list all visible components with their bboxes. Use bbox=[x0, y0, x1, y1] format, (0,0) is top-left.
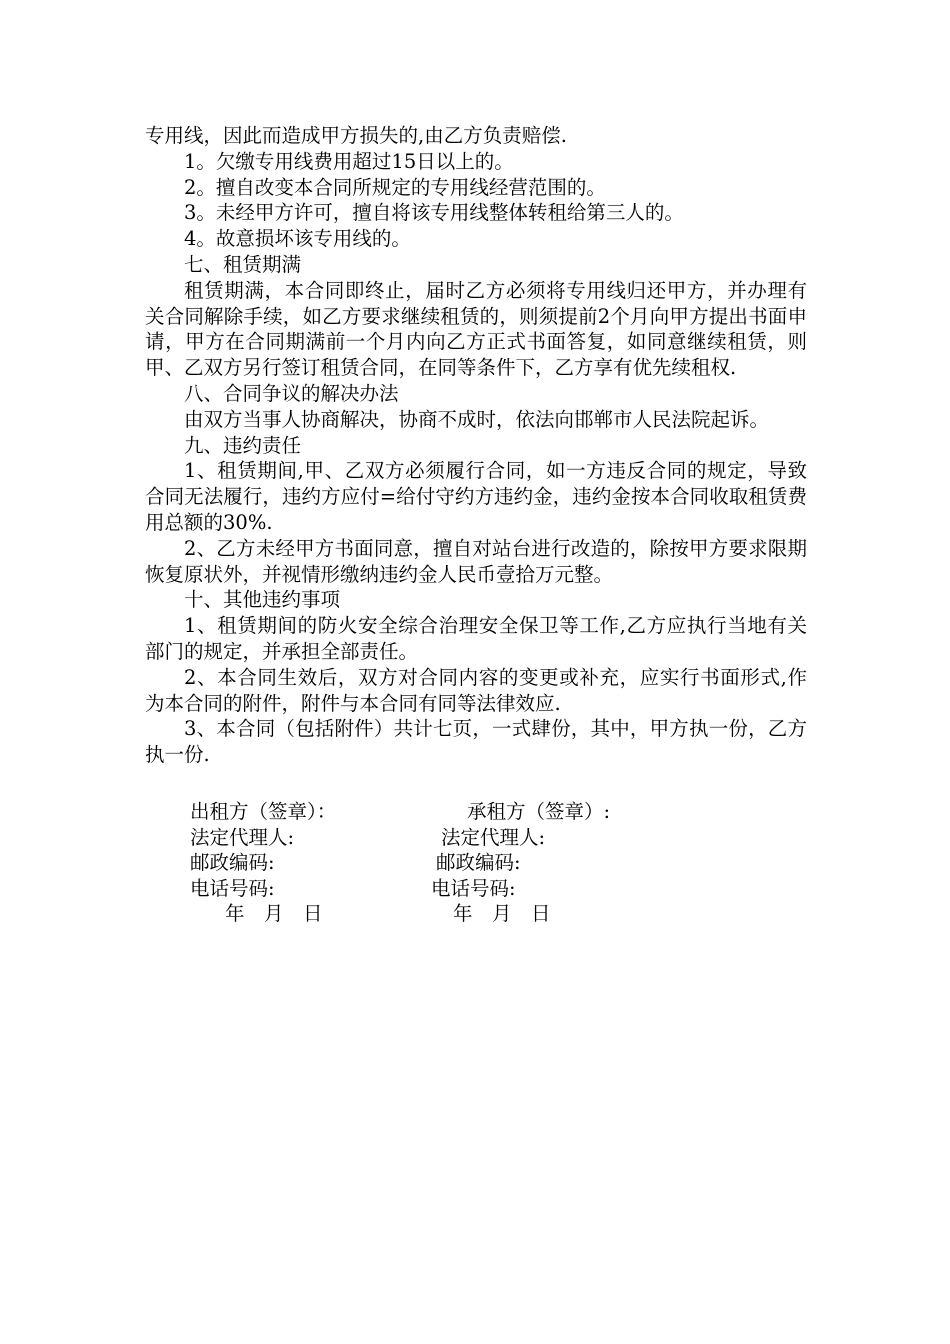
clause-item-1: 1。欠缴专用线费用超过15日以上的。 bbox=[184, 149, 514, 173]
lessee-agent-label: 法定代理人: bbox=[441, 826, 546, 849]
lessee-phone-label: 电话号码: bbox=[431, 877, 516, 900]
lessor-postcode-label: 邮政编码: bbox=[190, 851, 275, 874]
section-10-item-2: 2、本合同生效后，双方对合同内容的变更或补充，应实行书面形式,作为本合同的附件，附件与本合同有同等法律效应. bbox=[145, 665, 807, 715]
contract-body bbox=[145, 123, 807, 768]
lessee-postcode-label: 邮政编码: bbox=[436, 851, 521, 874]
section-10-item-3: 3、本合同（包括附件）共计七页，一式肆份，其中，甲方执一份，乙方执一份. bbox=[145, 717, 807, 767]
lessor-sign-label: 出租方（签章）： bbox=[190, 800, 337, 823]
section-10-item-1: 1、租赁期间的防火安全综合治理安全保卫等工作,乙方应执行当地有关部门的规定，并承担全部责任。 bbox=[145, 614, 807, 663]
lessee-sign-label: 承租方（签章）: bbox=[467, 800, 611, 823]
lessee-date-label: 年 月 日 bbox=[453, 902, 551, 925]
section-8-text: 由双方当事人协商解决，协商不成时，依法向邯郸市人民法院起诉。 bbox=[184, 407, 770, 431]
lessor-date-label: 年 月 日 bbox=[225, 902, 323, 925]
lessor-phone-label: 电话号码: bbox=[190, 877, 275, 900]
clause-item-4: 4。故意损坏该专用线的。 bbox=[184, 227, 411, 251]
section-heading-9: 九、违约责任 bbox=[184, 433, 302, 457]
section-heading-7: 七、租赁期满 bbox=[184, 252, 302, 276]
section-7-text: 租赁期满，本合同即终止，届时乙方必须将专用线归还甲方，并办理有关合同解除手续，如乙方要求继续租赁的，则须提前2个月向甲方提出书面申请，甲方在合同期满前一个月内向乙方正式书面答复，如同意继续租赁，则甲、乙双方另行签订租赁合同，在同等条件下，乙方享有优先续租权. bbox=[145, 278, 807, 380]
lessor-agent-label: 法定代理人: bbox=[190, 826, 295, 849]
section-9-item-1: 1、租赁期间,甲、乙双方必须履行合同，如一方违反合同的规定，导致合同无法履行，违约方应付=给付守约方违约金，违约金按本合同收取租赁费用总额的30%. bbox=[145, 459, 807, 534]
clause-item-3: 3。未经甲方许可，擅自将该专用线整体转租给第三人的。 bbox=[184, 201, 684, 225]
clause-item-2: 2。擅自改变本合同所规定的专用线经营范围的。 bbox=[184, 175, 606, 199]
section-heading-10: 十、其他违约事项 bbox=[184, 588, 341, 612]
section-9-item-2: 2、乙方未经甲方书面同意，擅自对站台进行改造的，除按甲方要求限期恢复原状外，并视情形缴纳违约金人民币壹拾万元整。 bbox=[145, 536, 807, 586]
paragraph-continuation: 专用线，因此而造成甲方损失的,由乙方负责赔偿. bbox=[145, 124, 567, 147]
section-heading-8: 八、合同争议的解决办法 bbox=[184, 381, 399, 405]
